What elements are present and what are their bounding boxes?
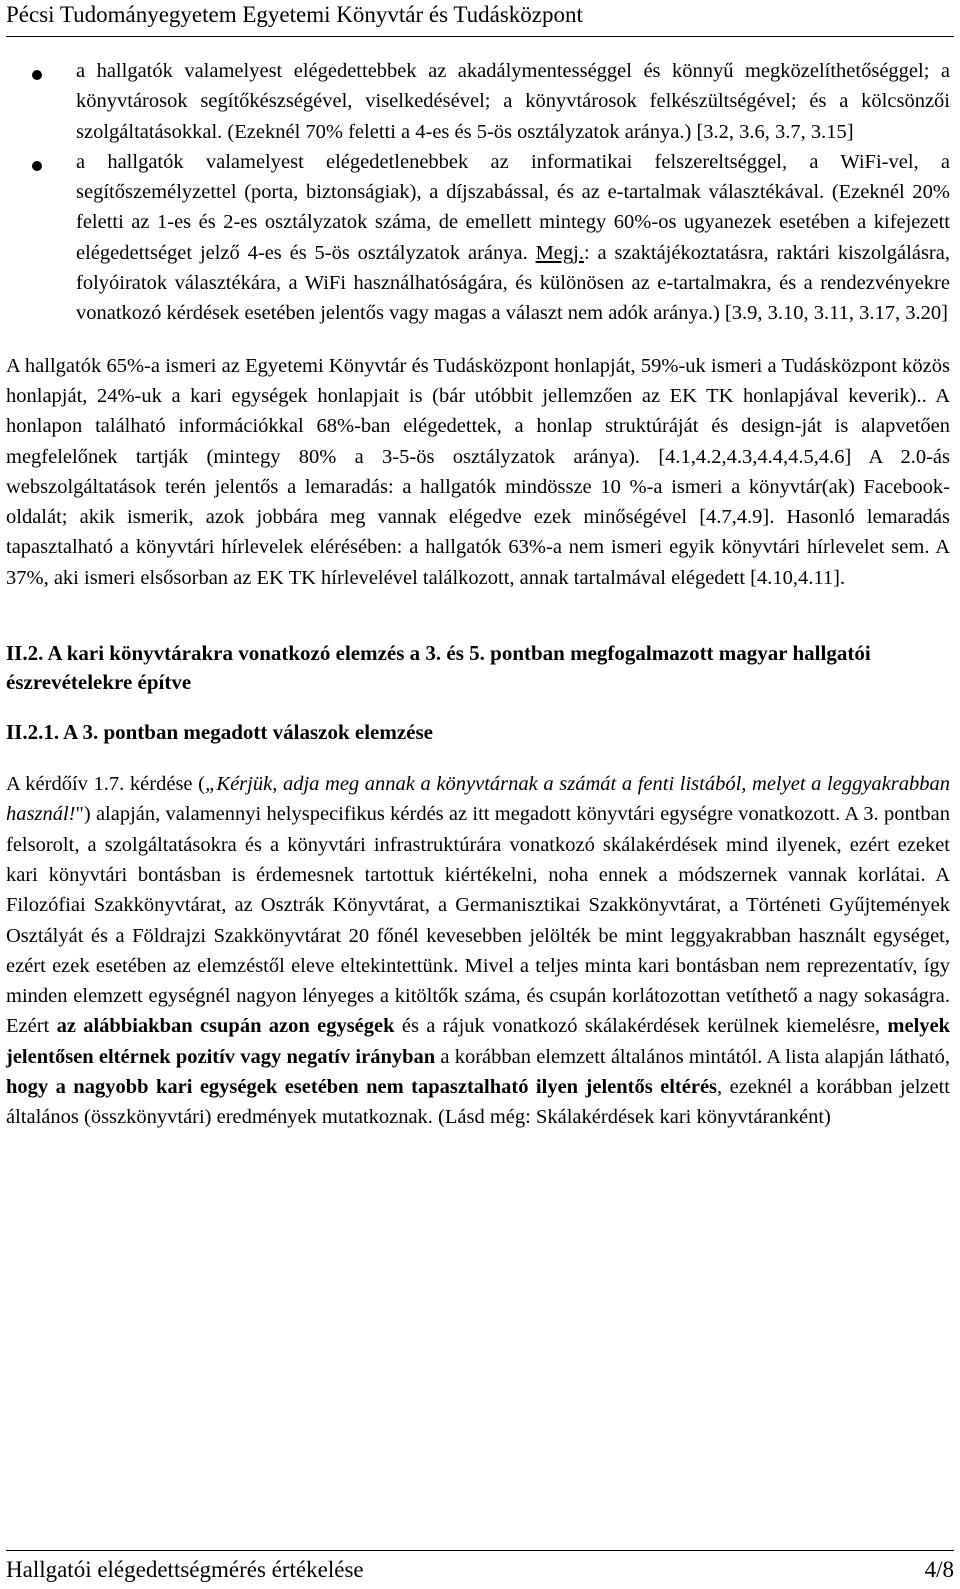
bullet-icon — [32, 161, 42, 171]
document-body — [6, 56, 950, 1133]
bullet-list — [6, 56, 950, 329]
bold-phrase: melyek jelentősen eltérnek pozitív vagy negatív irányban — [6, 1015, 951, 1068]
page-header — [6, 0, 954, 37]
subsection-heading: II.2.1. A 3. pontban megadott válaszok elemzése — [6, 720, 433, 745]
bullet-text: a hallgatók valamelyest elégedetlenebbek az informatikai felszereltséggel, a WiFi-vel, a segítőszemélyzettel (porta, biztonságiak), a díjszabással, és az e-tartalmak választékával. (Ezeknél 20% feletti az 1-es és 2-es osztályzatok száma, de emellett mintegy 60%-os ugyanezek esetében a kifejezett elégedettséget jelző 4-es és 5-ös osztályzatok aránya. Megj.: a szaktájékoztatásra, raktári kiszolgálásra, folyóiratok választékára, a WiFi használhatóságára, és különösen az e-tartalmakra, és a rendezvényekre vonatkozó kérdések esetében jelentős vagy magas a választ nem adók aránya.) [3.9, 3.10, 3.11, 3.17, 3.20] — [76, 150, 950, 325]
footer-title: Hallgatói elégedettségmérés értékelése — [6, 1557, 364, 1582]
bold-phrase: hogy a nagyobb kari egységek esetében nem tapasztalható ilyen jelentős eltérés — [6, 1076, 718, 1099]
paragraph-analysis: A kérdőív 1.7. kérdése („Kérjük, adja meg annak a könyvtárnak a számát a fenti listából, melyet a leggyakrabban használ!") alapján, valamennyi helyspecifikus kérdés az itt megadott könyvtári egységre vonatkozott. A 3. pontban felsorolt, a szolgáltatásokra és a könyvtári infrastruktúrára vonatkozó skálakérdések mind ilyenek, ezért ezeket kari könyvtári bontásban is érdemesnek tartottuk kiértékelni, noha ennek a módszernek vannak korlátai. A Filozófiai Szakkönyvtárat, az Osztrák Könyvtárat, a Germanisztikai Szakkönyvtárat, a Történeti Gyűjtemények Osztályát és a Földrajzi Szakkönyvtárat 20 főnél kevesebben jelölték be mint leggyakrabban használt egységet, ezért ezek esetében az elemzéstől eleve eltekintettünk. Mivel a teljes minta kari bontásban nem reprezentatív, így minden elemzett egységnél nagyon lényeges a kitöltők száma, és csupán korlátozottan vetíthető a nagy sokaságra. Ezért az alábbiakban csupán azon egységek és a rájuk vonatkozó skálakérdések kerülnek kiemelésre, melyek jelentősen eltérnek pozitív vagy negatív irányban a korábban elemzett általános mintától. A lista alapján látható, hogy a nagyobb kari egységek esetében nem tapasztalható ilyen jelentős eltérés, ezeknél a korábban jelzett általános (összkönyvtári) eredmények mutatkoznak. (Lásd még: Skálakérdések kari könyvtáranként) — [6, 773, 951, 1129]
page-number: 4/8 — [924, 1557, 954, 1582]
list-item — [6, 56, 950, 147]
bullet-icon — [32, 70, 42, 80]
question-quote: „Kérjük, adja meg annak a könyvtárnak a számát a fenti listából, melyet a leggyakrabban használ! — [6, 773, 950, 826]
bold-phrase: az alábbiakban csupán azon egységek — [56, 1015, 395, 1038]
header-title: Pécsi Tudományegyetem Egyetemi Könyvtár és Tudásközpont — [6, 2, 583, 27]
list-item — [6, 147, 950, 329]
bullet-text: a hallgatók valamelyest elégedettebbek az akadálymentességgel és könnyű megközelíthetőséggel; a könyvtárosok segítőkészségével, viselkedésével; a könyvtárosok felkészültségével; és a kölcsönzői szolgáltatásokkal. (Ezeknél 70% feletti a 4-es és 5-ös osztályzatok aránya.) [3.2, 3.6, 3.7, 3.15] — [76, 60, 950, 143]
section-heading: II.2. A kari könyvtárakra vonatkozó elemzés a 3. és 5. pontban megfogalmazott magyar hallgatói észrevételekre építve — [6, 641, 871, 695]
paragraph-website: A hallgatók 65%-a ismeri az Egyetemi Könyvtár és Tudásközpont honlapját, 59%-uk ismeri a Tudásközpont közös honlapját, 24%-uk a kari egységek honlapjait is (bár utóbbit jellemzően az EK TK honlapjával keverik).. A honlapon található információkkal 68%-ban elégedettek, a honlap struktúráját és design-ját is alapvetően megfelelőnek tartják (mintegy 80% a 3-5-ös osztályzatok aránya). [4.1,4.2,4.3,4.4,4.5,4.6] A 2.0-ás webszolgáltatások terén jelentős a lemaradás: a hallgatók mindössze 10 %-a ismeri a könyvtár(ak) Facebook-oldalát; akik ismerik, azok jobbára meg vannak elégedve ezek minőségével [4.7,4.9]. Hasonló lemaradás tapasztalható a könyvtári hírlevelek elérésében: a hallgatók 63%-a nem ismeri egyik könyvtári hírlevelet sem. A 37%, aki ismeri elsősorban az EK TK hírlevelével találkozott, annak tartalmával elégedett [4.10,4.11]. — [6, 354, 950, 589]
page-footer — [6, 1550, 954, 1587]
underlined-note: Megj. — [535, 241, 584, 264]
